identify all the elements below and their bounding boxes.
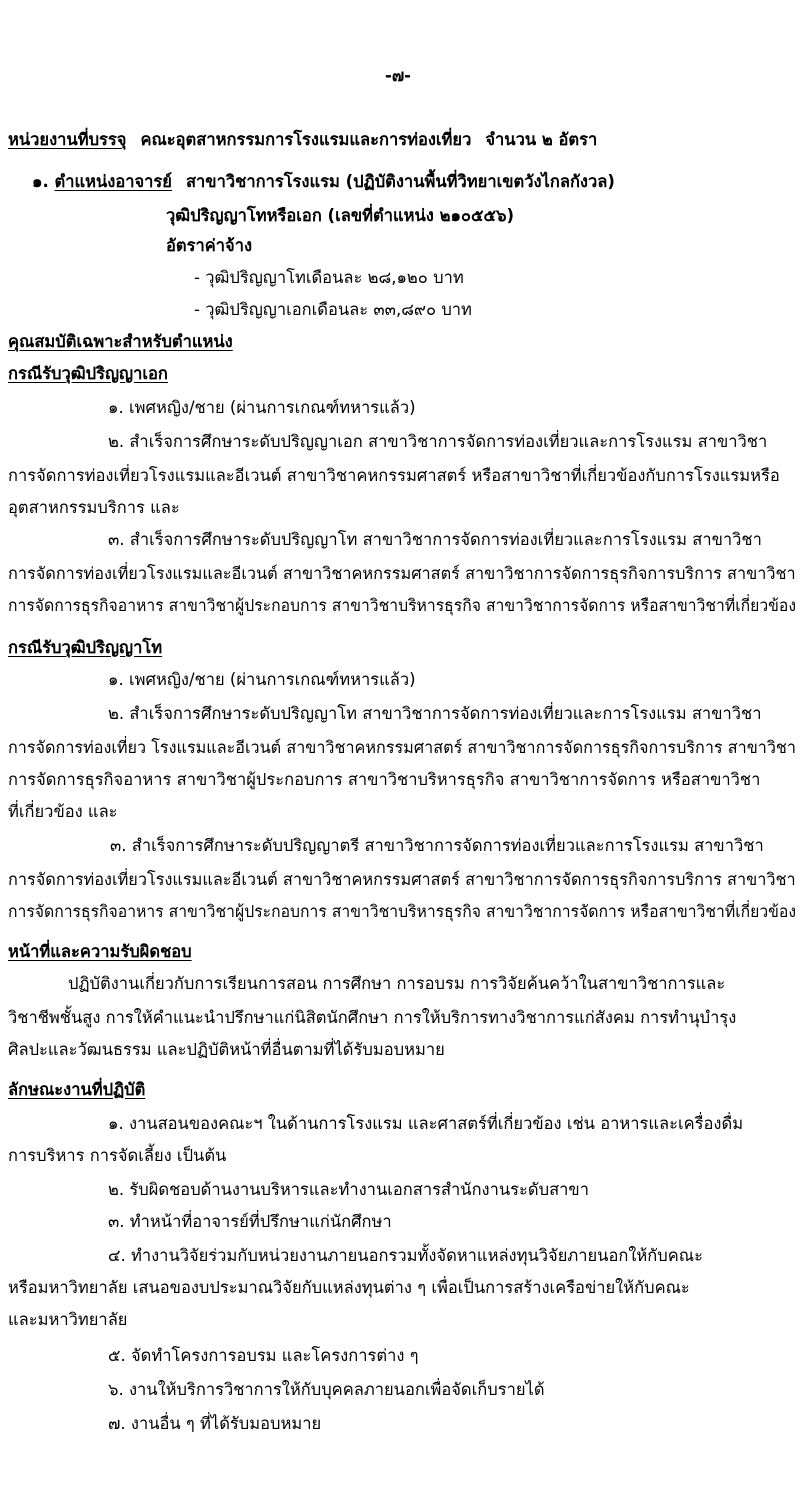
master-line: ๓. สำเร็จการศึกษาระดับปริญญาตรี สาขาวิชาการจัดการท่องเที่ยวและการโรงแรม สาขาวิชา <box>110 836 764 855</box>
duties-line: ศิลปะและวัฒนธรรม และปฏิบัติหน้าที่อื่นตามที่ได้รับมอบหมาย <box>8 1040 445 1059</box>
doctor-line: การจัดการธุรกิจอาหาร สาขาวิชาผู้ประกอบการ สาขาวิชาบริหารธุรกิจ สาขาวิชาการจัดการ หรือสาขาวิชาที่เกี่ยวข้อง <box>8 596 797 615</box>
position-line <box>32 170 615 194</box>
work-line: และมหาวิทยาลัย <box>8 1310 128 1329</box>
unit-name: คณะอุตสาหกรรมการโรงแรมและการท่องเที่ยว <box>140 130 472 149</box>
master-line: การจัดการท่องเที่ยวโรงแรมและอีเวนต์ สาขาวิชาคหกรรมศาสตร์ สาขาวิชาการจัดการธุรกิจการบริการ สาขาวิชา <box>8 870 796 889</box>
master-line: ที่เกี่ยวข้อง และ <box>8 802 118 821</box>
page-number: -๗- <box>385 66 411 85</box>
salary-master: - วุฒิปริญญาโทเดือนละ ๒๘,๑๒๐ บาท <box>194 268 464 287</box>
master-line: การจัดการท่องเที่ยว โรงแรมและอีเวนต์ สาขาวิชาคหกรรมศาสตร์ สาขาวิชาการจัดการธุรกิจการบริการ สาขาวิชา <box>8 738 796 757</box>
doctor-line: การจัดการท่องเที่ยวโรงแรมและอีเวนต์ สาขาวิชาคหกรรมศาสตร์ หรือสาขาวิชาที่เกี่ยวข้องกับการโรงแรมหรือ <box>8 466 780 485</box>
qualifications-heading: คุณสมบัติเฉพาะสำหรับตำแหน่ง <box>8 332 233 351</box>
work-line: ๔. ทำงานวิจัยร่วมกับหน่วยงานภายนอกรวมทั้งจัดหาแหล่งทุนวิจัยภายนอกให้กับคณะ <box>108 1246 703 1265</box>
work-line: ๓. ทำหน้าที่อาจารย์ที่ปรึกษาแก่นักศึกษา <box>108 1212 392 1231</box>
doctor-line: ๒. สำเร็จการศึกษาระดับปริญญาเอก สาขาวิชาการจัดการท่องเที่ยวและการโรงแรม สาขาวิชา <box>108 432 768 451</box>
position-number: ๑. <box>32 172 49 191</box>
duties-line: วิชาชีพชั้นสูง การให้คำแนะนำปรึกษาแก่นิสิตนักศึกษา การให้บริการทางวิชาการแก่สังคม การทำนุบำรุง <box>8 1008 737 1027</box>
work-line: ๑. งานสอนของคณะฯ ในด้านการโรงแรม และศาสตร์ที่เกี่ยวข้อง เช่น อาหารและเครื่องดื่ม <box>108 1114 744 1133</box>
duties-line: ปฏิบัติงานเกี่ยวกับการเรียนการสอน การศึกษา การอบรม การวิจัยค้นคว้าในสาขาวิชาการและ <box>68 974 726 993</box>
master-line: การจัดการธุรกิจอาหาร สาขาวิชาผู้ประกอบการ สาขาวิชาบริหารธุรกิจ สาขาวิชาการจัดการ หรือสาขาวิชาที่เกี่ยวข้อง <box>8 902 797 921</box>
position-field: สาขาวิชาการโรงแรม (ปฏิบัติงานพื้นที่วิทยาเขตวังไกลกังวล) <box>185 172 615 191</box>
salary-doctor: - วุฒิปริญญาเอกเดือนละ ๓๓,๘๙๐ บาท <box>194 300 472 319</box>
unit-header <box>8 128 597 152</box>
position-degree: วุฒิปริญญาโทหรือเอก (เลขที่ตำแหน่ง ๒๑๐๕๕๖) <box>166 206 514 225</box>
work-line: ๗. งานอื่น ๆ ที่ได้รับมอบหมาย <box>108 1414 322 1433</box>
master-line: การจัดการธุรกิจอาหาร สาขาวิชาผู้ประกอบการ สาขาวิชาบริหารธุรกิจ สาขาวิชาการจัดการ หรือสาขาวิชา <box>8 770 761 789</box>
doctor-line: ๓. สำเร็จการศึกษาระดับปริญญาโท สาขาวิชาการจัดการท่องเที่ยวและการโรงแรม สาขาวิชา <box>108 530 762 549</box>
unit-count: จำนวน ๒ อัตรา <box>485 130 598 149</box>
doctor-line: อุตสาหกรรมบริการ และ <box>8 498 180 517</box>
work-line: ๕. จัดทำโครงการอบรม และโครงการต่าง ๆ <box>108 1346 419 1365</box>
work-line: ๒. รับผิดชอบด้านงานบริหารและทำงานเอกสารสำนักงานระดับสาขา <box>108 1180 589 1199</box>
master-line: ๒. สำเร็จการศึกษาระดับปริญญาโท สาขาวิชาการจัดการท่องเที่ยวและการโรงแรม สาขาวิชา <box>108 704 762 723</box>
position-title: ตำแหน่งอาจารย์ <box>54 172 172 191</box>
work-line: หรือมหาวิทยาลัย เสนอของบประมาณวิจัยกับแหล่งทุนต่าง ๆ เพื่อเป็นการสร้างเครือข่ายให้กับคณะ <box>8 1278 690 1297</box>
doctor-line: การจัดการท่องเที่ยวโรงแรมและอีเวนต์ สาขาวิชาคหกรรมศาสตร์ สาขาวิชาการจัดการธุรกิจการบริการ สาขาวิชา <box>8 564 796 583</box>
master-heading: กรณีรับวุฒิปริญญาโท <box>8 638 163 657</box>
salary-label: อัตราค่าจ้าง <box>166 236 253 255</box>
doctor-heading: กรณีรับวุฒิปริญญาเอก <box>8 364 168 383</box>
work-line: การบริหาร การจัดเลี้ยง เป็นต้น <box>8 1146 227 1165</box>
work-heading: ลักษณะงานที่ปฏิบัติ <box>8 1080 146 1099</box>
work-line: ๖. งานให้บริการวิชาการให้กับบุคคลภายนอกเพื่อจัดเก็บรายได้ <box>108 1380 545 1399</box>
master-line: ๑. เพศหญิง/ชาย (ผ่านการเกณฑ์ทหารแล้ว) <box>108 670 416 689</box>
unit-label: หน่วยงานที่บรรจุ <box>8 130 127 149</box>
duties-heading: หน้าที่และความรับผิดชอบ <box>8 942 192 961</box>
doctor-line: ๑. เพศหญิง/ชาย (ผ่านการเกณฑ์ทหารแล้ว) <box>108 398 416 417</box>
